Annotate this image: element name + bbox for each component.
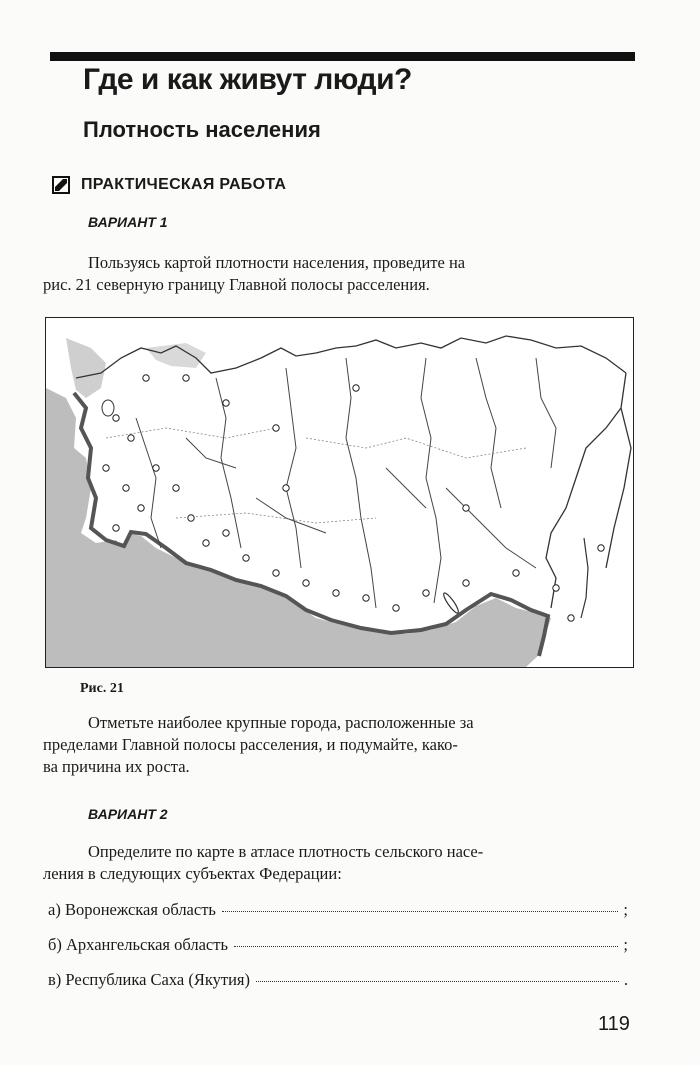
page-number: 119 <box>598 1013 630 1035</box>
east-coast <box>546 373 626 608</box>
answer-punct: ; <box>623 935 628 954</box>
pencil-icon <box>52 176 70 194</box>
task-line: рис. 21 северную границу Главной полосы расселения. <box>43 275 430 294</box>
answer-punct: . <box>623 970 628 989</box>
kamchatka <box>606 408 631 568</box>
task-line: Определите по карте в атласе плотность сельского насе- <box>88 842 484 861</box>
foreign-territory-nw <box>66 338 106 398</box>
practical-work-heading <box>52 176 286 194</box>
lake-ladoga <box>102 400 114 416</box>
section-title: Плотность населения <box>83 117 321 142</box>
variant-1-followup <box>43 712 633 778</box>
russia-outline-map[interactable] <box>45 317 634 668</box>
practical-work-label: ПРАКТИЧЕСКАЯ РАБОТА <box>81 176 287 193</box>
figure-caption: Рис. 21 <box>80 681 124 696</box>
answer-label: а) Воронежская область <box>48 900 216 919</box>
task-line: ления в следующих субъектах Федерации: <box>43 864 342 883</box>
variant-2-task <box>43 841 633 885</box>
task-line: Пользуясь картой плотности населения, проведите на <box>88 253 466 272</box>
variant-1-label: ВАРИАНТ 1 <box>88 214 168 230</box>
answer-blank[interactable] <box>234 945 618 947</box>
followup-line: ва причина их роста. <box>43 757 190 776</box>
variant-1-task <box>43 252 633 296</box>
followup-line: пределами Главной полосы расселения, и подумайте, како- <box>43 735 458 754</box>
answer-label: б) Архангельская область <box>48 935 228 954</box>
answer-arkhangelsk[interactable] <box>48 935 628 955</box>
foreign-territory <box>46 388 551 667</box>
answer-label: в) Республика Саха (Якутия) <box>48 970 251 989</box>
answer-punct: ; <box>623 900 628 919</box>
variant-2-label: ВАРИАНТ 2 <box>88 806 168 822</box>
answer-blank[interactable] <box>256 980 619 982</box>
answer-blank[interactable] <box>222 910 618 912</box>
lake-baikal <box>442 591 461 614</box>
page-title: Где и как живут люди? <box>83 63 412 96</box>
answer-voronezh[interactable] <box>48 900 628 920</box>
sakhalin <box>581 538 588 618</box>
followup-line: Отметьте наиболее крупные города, расположенные за <box>88 713 474 732</box>
answer-yakutia[interactable] <box>48 970 628 990</box>
header-rule <box>50 52 635 61</box>
map-drawing <box>46 318 633 667</box>
